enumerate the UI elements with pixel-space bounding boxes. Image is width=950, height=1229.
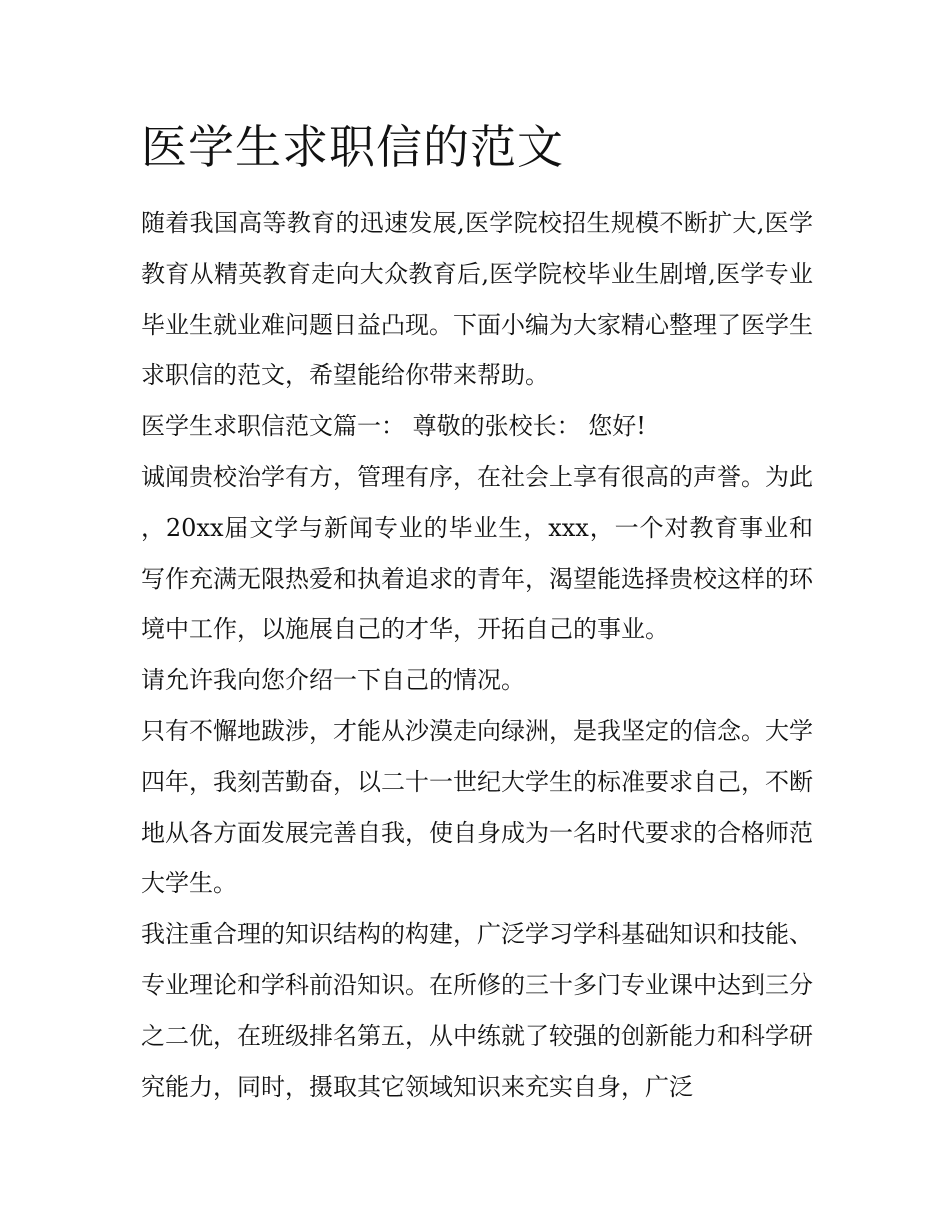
paragraph-salutation: 医学生求职信范文篇一： 尊敬的张校长： 您好! bbox=[141, 412, 646, 441]
paragraph-body-3: 只有不懈地跋涉，才能从沙漠走向绿洲，是我坚定的信念。大学四年，我刻苦勤奋，以二十一世纪大学生的标准要求自己，不断地从各方面发展完善自我，使自身成为一名时代要求的合格师范大学生。 bbox=[141, 716, 813, 898]
document-body bbox=[141, 118, 813, 1112]
paragraph-intro: 随着我国高等教育的迅速发展,医学院校招生规模不断扩大,医学教育从精英教育走向大众教育后,医学院校毕业生剧增,医学专业毕业生就业难问题日益凸现。下面小编为大家精心整理了医学生求职信的范文，希望能给你带来帮助。 bbox=[141, 209, 813, 390]
paragraph-body-2: 请允许我向您介绍一下自己的情况。 bbox=[141, 666, 525, 695]
paragraph-body-4: 我注重合理的知识结构的构建，广泛学习学科基础知识和技能、专业理论和学科前沿知识。在所修的三十多门专业课中达到三分之二优，在班级排名第五，从中练就了较强的创新能力和科学研究能力，同时，摄取其它领域知识来充实自身，广泛 bbox=[141, 920, 813, 1101]
document-title: 医学生求职信的范文 bbox=[141, 120, 564, 174]
paragraph-body-1: 诚闻贵校治学有方，管理有序，在社会上享有很高的声誉。为此，20xx届文学与新闻专业的毕业生，xxx，一个对教育事业和写作充满无限热爱和执着追求的青年，渴望能选择贵校这样的环境中工作，以施展自己的才华，开拓自己的事业。 bbox=[141, 462, 813, 644]
